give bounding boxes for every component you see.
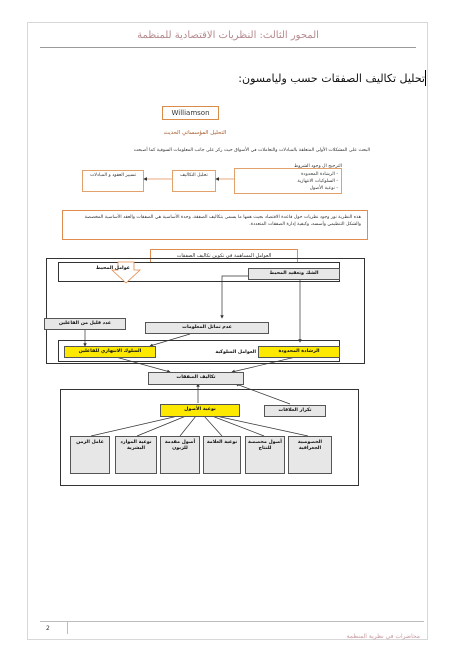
opportunism-box: السلوك الانتهازي للفاعلين bbox=[64, 346, 156, 358]
asset-specificity-box: نوعية الأصول bbox=[160, 404, 240, 417]
frequency-box: تكرار العلاقات bbox=[264, 405, 326, 417]
few-agents-box: عدد قليل من الفاعلين bbox=[44, 318, 126, 330]
uncertainty-box: الشك وتعقيد المحيط bbox=[248, 268, 340, 280]
footer-rule bbox=[40, 621, 424, 622]
condition-2: - السلوكيات الانتهازية bbox=[297, 179, 338, 184]
summary-box: هذه النظرية نور وجود نظريات حول قاعدة الاقتصاد بحيث همها ما يسمى بتكاليف الصفقة، وحدة الأساسية هي الصفقات والعقد الأساسية المخصصة والشكل التنظيمي وأسسه، وكيفية إدارة الصفقات المتعددة. bbox=[62, 210, 368, 240]
leaf-client-assets: أصول مقدمة للزبون bbox=[160, 436, 200, 474]
factors-title: العوامل المساهمة في تكوين تكاليف الصفقات bbox=[150, 249, 298, 263]
bounded-rationality-box: الرشادة المحدودة bbox=[258, 346, 340, 358]
footer-text: محاضرات في نظرية المنظمة bbox=[346, 633, 420, 640]
leaf-human-resources: نوعية الموارد البشرية bbox=[115, 436, 157, 474]
env-factors-label: عوامل المحيط bbox=[95, 266, 130, 271]
flow-box-contracts: تسيير العقود و المبادلات bbox=[82, 170, 144, 192]
leaf-production-assets: أصول مخصصة للنتاج bbox=[245, 436, 285, 474]
leaf-geographic: الخصوصية الجغرافية bbox=[288, 436, 332, 474]
page-header: المحور الثالث: النظريات الاقتصادية للمنظمة bbox=[137, 30, 319, 41]
condition-3: - نوعية الأصول bbox=[309, 186, 338, 191]
intro-paragraph: البحث على المشكلات الأولى المتعلقة بالمبادلات والتعاملات في الأسواق حيث ركز على جانب المعلومات السوقية كما أصبحت bbox=[133, 148, 370, 153]
behavioral-factors-label: العوامل السلوكية bbox=[215, 350, 256, 355]
footer-separator bbox=[67, 621, 68, 634]
leaf-time-factor: عامل الزمن bbox=[70, 436, 110, 474]
transaction-costs-box: تكاليف الصفقات bbox=[148, 372, 244, 385]
williamson-box: Williamson bbox=[162, 106, 219, 120]
condition-1: - الرشادة المحدودة bbox=[301, 172, 338, 177]
flow-box-analysis: تحليل التكاليف bbox=[172, 170, 216, 192]
page-number: 2 bbox=[46, 625, 50, 632]
section-subtitle: التحليل المؤسساتي الحديث bbox=[163, 130, 227, 136]
leaf-brand: نوعية العلامة bbox=[203, 436, 241, 474]
conditions-label: الترجيح ال وجود الشروط bbox=[293, 164, 342, 169]
info-asymmetry-box: عدم تماثل المعلومات bbox=[145, 322, 269, 334]
section-heading: تحليل تكاليف الصفقات حسب وليامسون: bbox=[238, 72, 425, 85]
